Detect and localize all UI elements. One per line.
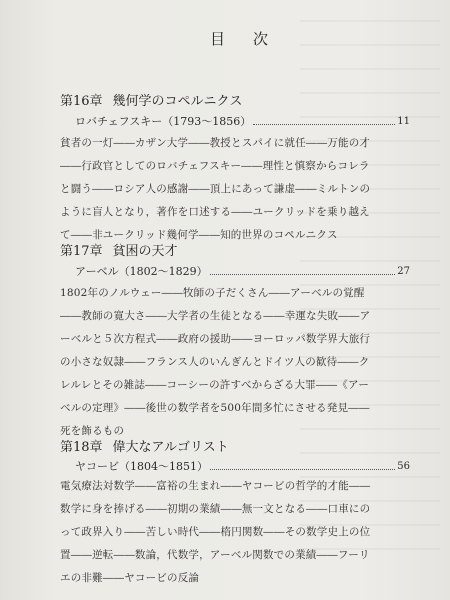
chapter-16-number: 第16章: [60, 94, 103, 109]
chapter-16-page: 11: [397, 115, 410, 127]
chapter-16-title: 幾何学のコペルニクス: [112, 94, 243, 109]
description-line: ベルの定理》――後世の数学者を500年間多忙にさせる発見――: [60, 402, 370, 414]
chapter-18-number: 第18章: [60, 440, 103, 455]
chapter-18-title: 偉大なアルゴリスト: [112, 440, 229, 455]
description-line: 数学に身を捧げる――初期の業績――無一文となる――口車にの: [60, 503, 371, 515]
description-line: エの非難――ヤコービの反論: [60, 572, 200, 584]
description-line: て――非ユークリッド幾何学――知的世界のコペルニクス: [60, 229, 338, 241]
leader-dots: [210, 274, 396, 275]
description-line: 置――逆転――数論，代数学，アーベル関数での業績――フーリ: [60, 549, 370, 561]
chapter-17-heading: [60, 240, 178, 259]
page-title: 目次: [209, 30, 296, 48]
description-line: 電気療法対数学――富裕の生まれ――ヤコービの哲学的才能――: [60, 480, 371, 492]
description-line: ように盲人となり，著作を口述する――ユークリッドを乗り越え: [60, 206, 370, 218]
description-line: 1802年のノルウェー――牧師の子だくさん――アーベルの覚醒: [60, 287, 365, 299]
chapter-16-heading: [60, 90, 242, 109]
description-line: ――行政官としてのロバチェフスキー――理性と慎察からコレラ: [60, 160, 370, 172]
chapter-16-entry: [75, 113, 410, 129]
chapter-18-description: [60, 475, 412, 590]
chapter-17-person: アーベル（1802～1829）: [75, 265, 208, 278]
description-line: と闘う――ロシア人の感謝――頂上にあって謙虚――ミルトンの: [60, 183, 371, 195]
chapter-17-page: 27: [397, 265, 410, 277]
description-line: 死を飾るもの: [60, 425, 125, 437]
chapter-16-person: ロバチェフスキー（1793～1856）: [75, 115, 252, 128]
chapter-18-page: 56: [397, 460, 410, 472]
description-line: ――教師の寛大さ――大学者の生徒となる――幸運な失敗――ア: [60, 310, 371, 322]
chapter-18-entry: [75, 458, 410, 474]
chapter-17-entry: [75, 263, 410, 279]
description-line: って政界入り――苦しい時代――楕円関数――その数学史上の位: [60, 526, 371, 538]
chapter-17-description: [60, 282, 412, 443]
description-line: レルレとその雑誌――コーシーの許すべからざる大罪――《アー: [60, 379, 370, 391]
chapter-16-description: [60, 132, 412, 247]
chapter-17-number: 第17章: [60, 244, 103, 259]
leader-dots: [210, 469, 395, 470]
leader-dots: [253, 124, 395, 125]
chapter-18-entry-spacer: [75, 442, 410, 458]
chapter-17-title: 貧困の天才: [112, 244, 178, 259]
chapter-18-person: ヤコービ（1804～1851）: [75, 460, 208, 473]
description-line: の小さな奴隷――フランス人のいんぎんとドイツ人の歓待――ク: [60, 356, 370, 368]
description-line: 貧者の一灯――カザン大学――教授とスパイに就任――万能の才: [60, 137, 371, 149]
description-line: ーベルと５次方程式――政府の援助――ヨーロッパ数学界大旅行: [60, 333, 371, 345]
